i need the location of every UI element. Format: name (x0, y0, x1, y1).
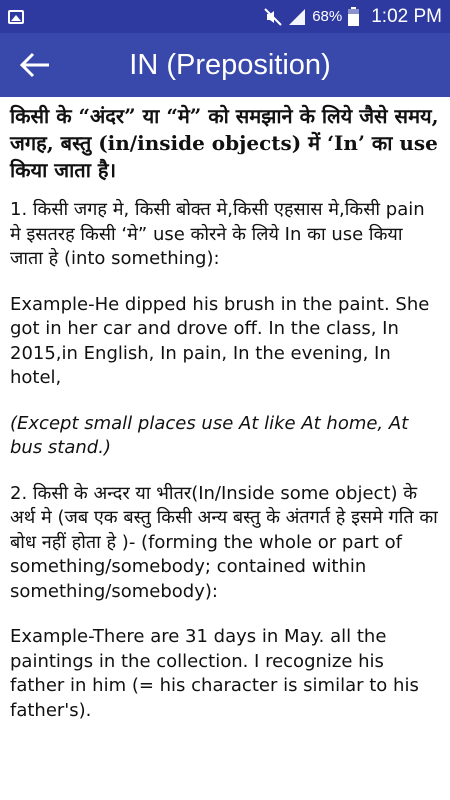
lesson-heading: किसी के “अंदर” या “मे” को समझाने के लिये जैसे समय, जगह, बस्तु (in/inside objects) में ‘In’ का use किया जाता है। (10, 104, 439, 182)
status-right (264, 6, 442, 28)
gallery-icon (8, 10, 24, 24)
example-2-text: Example-There are 31 days in May. all the paintings in the collection. I recognize his father in him (= his character is similar to his father's). (10, 626, 419, 721)
rule-1-text: 1. किसी जगह मे, किसी बोक्त मे,किसी एहसास मे,किसी pain मे इसतरह किसी ‘मे” use कोरने के लिये In का use किया जाता हे (into something): (10, 199, 425, 269)
lesson-content[interactable] (0, 97, 450, 800)
mute-icon (264, 8, 282, 26)
example-1-text: Example-He dipped his brush in the paint. She got in her car and drove off. In the class, In 2015,in English, In pain, In the evening, In hotel, (10, 293, 430, 388)
battery-icon (348, 7, 359, 26)
exception-note: (Except small places use At like At home, At bus stand.) (10, 412, 409, 458)
rule-2-text: 2. किसी के अन्दर या भीतर(In/Inside some object) के अर्थ मे (जब एक बस्तु किसी अन्य बस्तु के अंतगर्त हे इसमे गति का बोध नहीं होता हे )- (forming the whole or part of something/somebody; contained within something/somebody): (10, 482, 438, 602)
arrow-left-icon (19, 52, 51, 78)
signal-icon (288, 8, 306, 26)
page-title: IN (Preposition) (129, 48, 331, 81)
clock: 1:02 PM (371, 5, 442, 27)
status-left (8, 10, 264, 24)
status-bar (0, 0, 450, 33)
battery-percent: 68% (312, 8, 343, 25)
back-button[interactable] (0, 33, 70, 97)
app-bar (0, 33, 450, 97)
